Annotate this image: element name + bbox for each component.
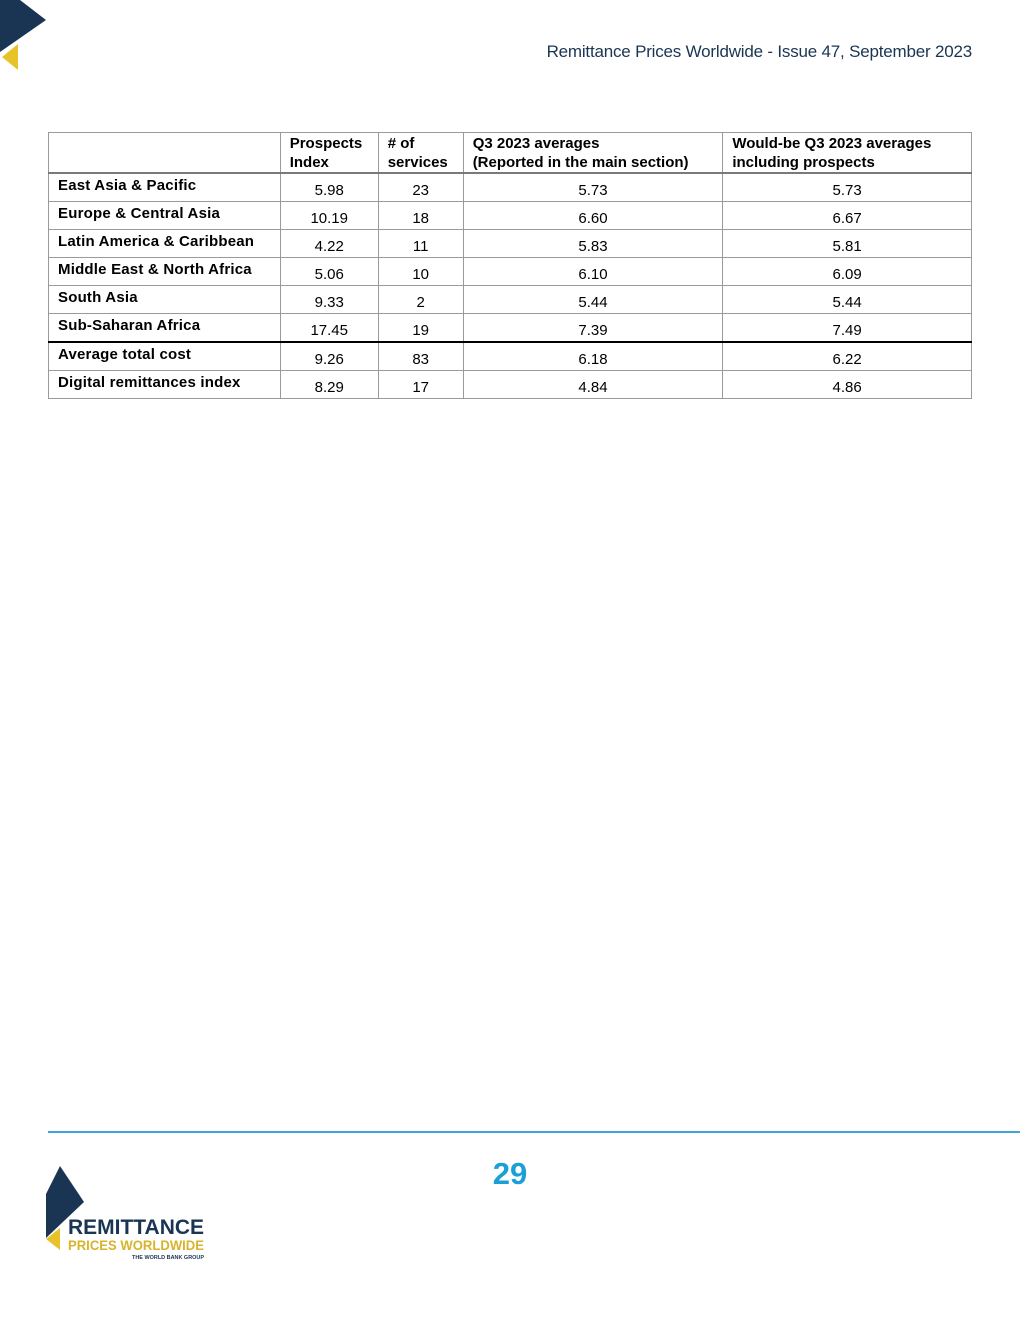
would-be-average-value: 5.81	[723, 230, 972, 258]
table-row	[49, 342, 972, 371]
prospects-index-value: 5.06	[280, 258, 378, 286]
region-label: East Asia & Pacific	[49, 173, 281, 202]
table-row	[49, 314, 972, 343]
services-count-value: 10	[378, 258, 463, 286]
q3-average-value: 6.18	[463, 342, 723, 371]
corner-brand-mark	[0, 0, 60, 80]
prospects-index-value: 4.22	[280, 230, 378, 258]
table-row	[49, 371, 972, 399]
q3-average-value: 4.84	[463, 371, 723, 399]
footer-divider	[48, 1131, 1020, 1133]
header-line: Index	[289, 154, 329, 171]
services-count-value: 19	[378, 314, 463, 343]
header-line: (Reported in the main section)	[472, 154, 689, 171]
header-prospects-index	[280, 133, 378, 174]
would-be-average-value: 6.22	[723, 342, 972, 371]
region-label: Europe & Central Asia	[49, 202, 281, 230]
table-row	[49, 286, 972, 314]
prospects-table	[48, 132, 972, 399]
would-be-average-value: 6.09	[723, 258, 972, 286]
prospects-index-value: 9.33	[280, 286, 378, 314]
svg-text:REMITTANCE: REMITTANCE	[68, 1216, 204, 1239]
services-count-value: 17	[378, 371, 463, 399]
prospects-index-value: 17.45	[280, 314, 378, 343]
header-line: # of	[387, 135, 415, 152]
prospects-index-value: 9.26	[280, 342, 378, 371]
would-be-average-value: 4.86	[723, 371, 972, 399]
q3-average-value: 6.60	[463, 202, 723, 230]
prospects-index-value: 10.19	[280, 202, 378, 230]
header-would-be-averages	[723, 133, 972, 174]
services-count-value: 83	[378, 342, 463, 371]
summary-label: Average total cost	[49, 342, 281, 371]
q3-average-value: 5.83	[463, 230, 723, 258]
header-line: Q3 2023 averages	[472, 135, 600, 152]
header-number-of-services	[378, 133, 463, 174]
would-be-average-value: 5.73	[723, 173, 972, 202]
services-count-value: 11	[378, 230, 463, 258]
prospects-index-value: 8.29	[280, 371, 378, 399]
table-row	[49, 258, 972, 286]
header-line: Would-be Q3 2023 averages	[732, 135, 932, 152]
table-header-row	[49, 133, 972, 174]
region-label: Middle East & North Africa	[49, 258, 281, 286]
header-line: services	[387, 154, 448, 171]
services-count-value: 2	[378, 286, 463, 314]
svg-text:THE WORLD BANK GROUP: THE WORLD BANK GROUP	[132, 1255, 205, 1261]
region-label: Sub-Saharan Africa	[49, 314, 281, 343]
header-empty-cell	[49, 133, 281, 174]
running-header: Remittance Prices Worldwide - Issue 47, September 2023	[546, 42, 972, 61]
header-line: Prospects	[289, 135, 363, 152]
services-count-value: 23	[378, 173, 463, 202]
would-be-average-value: 7.49	[723, 314, 972, 343]
table-row	[49, 173, 972, 202]
summary-label: Digital remittances index	[49, 371, 281, 399]
region-label: Latin America & Caribbean	[49, 230, 281, 258]
would-be-average-value: 6.67	[723, 202, 972, 230]
header-line: including prospects	[732, 154, 875, 171]
page-number: 29	[492, 1156, 528, 1191]
would-be-average-value: 5.44	[723, 286, 972, 314]
remittance-prices-worldwide-logo	[46, 1166, 216, 1266]
prospects-index-value: 5.98	[280, 173, 378, 202]
q3-average-value: 7.39	[463, 314, 723, 343]
table-row	[49, 202, 972, 230]
svg-text:PRICES WORLDWIDE: PRICES WORLDWIDE	[68, 1237, 204, 1253]
q3-average-value: 6.10	[463, 258, 723, 286]
q3-average-value: 5.73	[463, 173, 723, 202]
q3-average-value: 5.44	[463, 286, 723, 314]
services-count-value: 18	[378, 202, 463, 230]
region-label: South Asia	[49, 286, 281, 314]
header-q3-averages	[463, 133, 723, 174]
table-row	[49, 230, 972, 258]
